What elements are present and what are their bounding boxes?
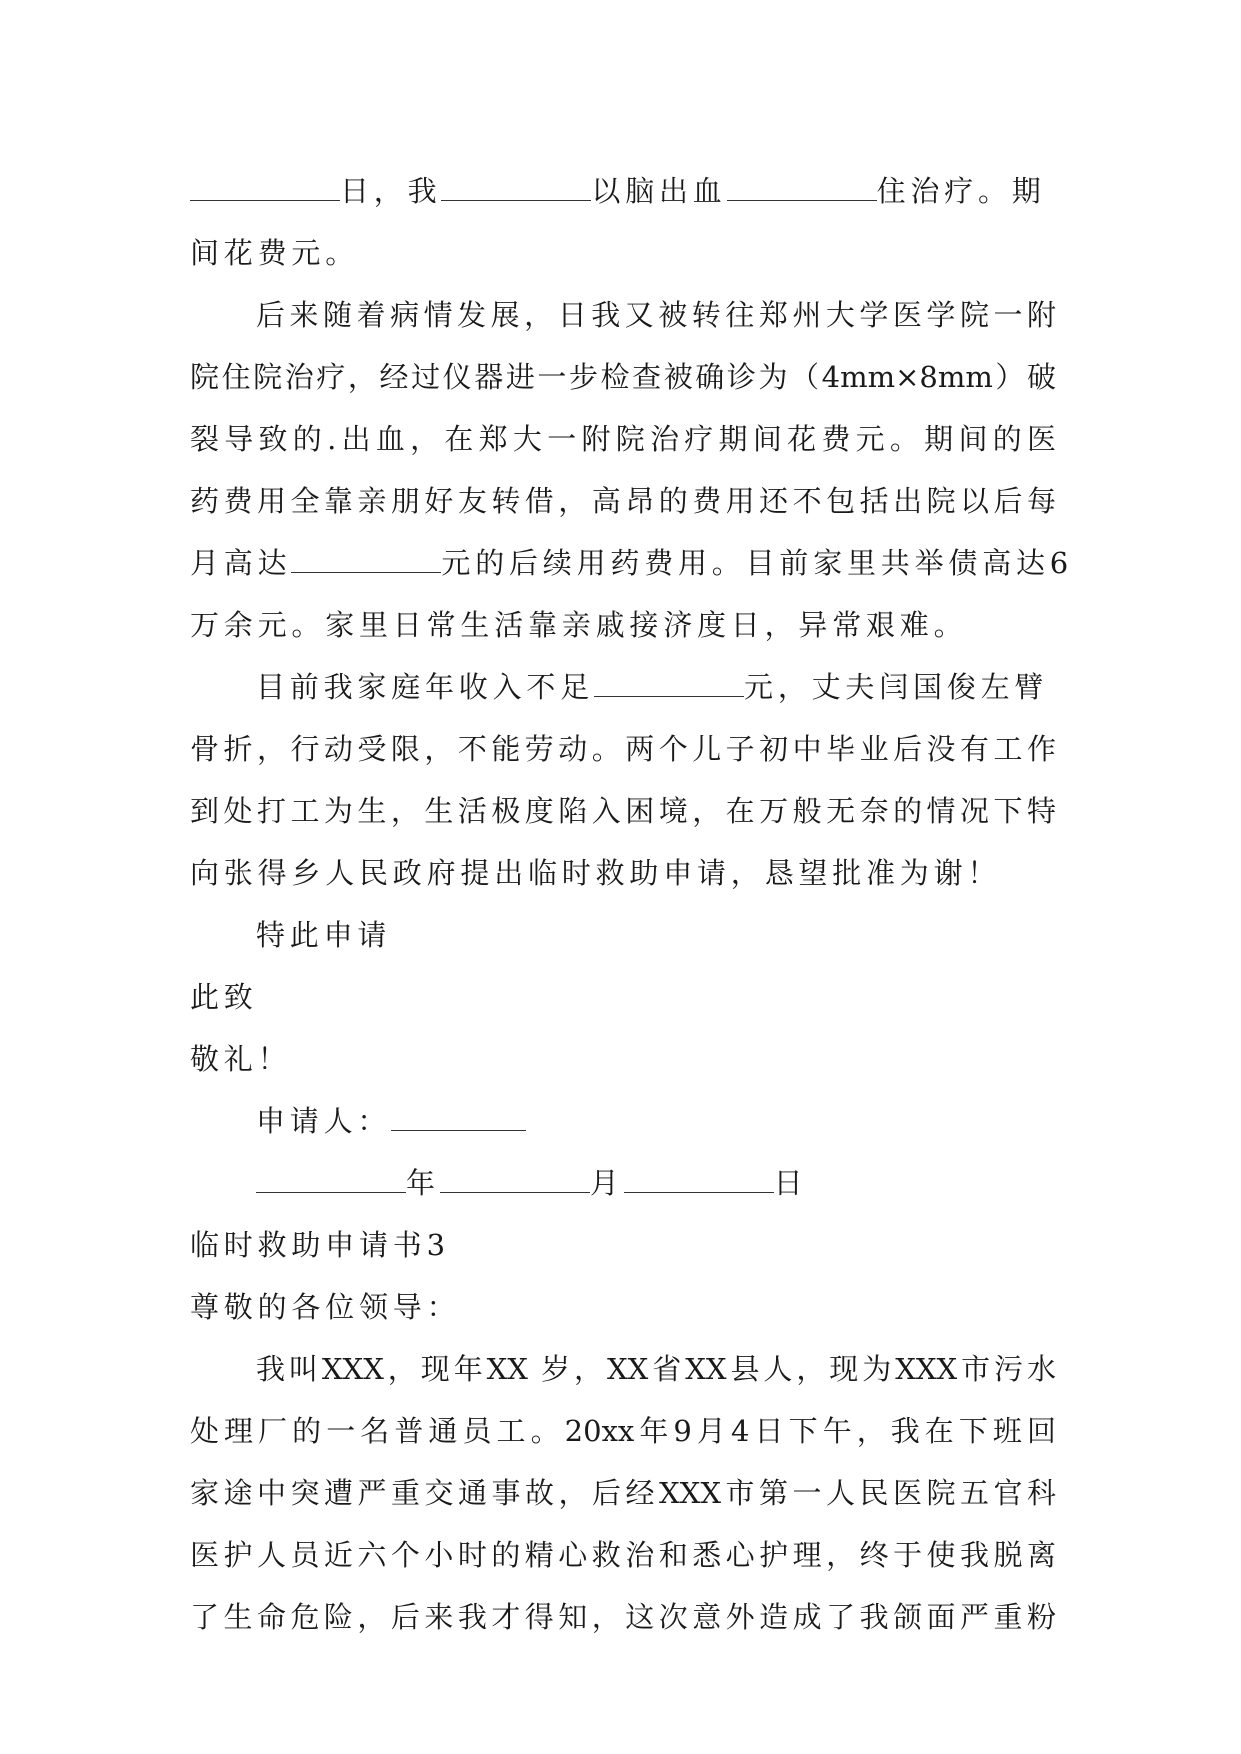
text-segment: 元，丈夫闫国俊左臂	[744, 670, 1049, 704]
year-label: 年	[406, 1166, 440, 1200]
date-line	[190, 1152, 1056, 1214]
year-blank	[256, 1170, 406, 1193]
paragraph-line: 我叫XXX，现年XX 岁，XX省XX县人，现为XXX市污水	[256, 1352, 1056, 1386]
fill-blank	[291, 550, 441, 573]
closing-jingli: 敬礼！	[190, 1042, 292, 1076]
text-segment: 日，我	[340, 174, 442, 208]
text-segment: 月高达	[190, 546, 292, 580]
applicant-label: 申请人：	[256, 1104, 392, 1138]
fill-blank	[441, 178, 591, 201]
paragraph-line: 裂导致的.出血，在郑大一附院治疗期间花费元。期间的医	[190, 422, 1056, 456]
text-segment: 以脑出血	[591, 174, 727, 208]
closing-special: 特此申请	[256, 918, 392, 952]
month-blank	[440, 1170, 590, 1193]
section-title: 临时救助申请书3	[190, 1228, 450, 1262]
closing-cizhi: 此致	[190, 980, 258, 1014]
paragraph-line: 家途中突遭严重交通事故，后经XXX市第一人民医院五官科	[190, 1476, 1056, 1510]
paragraph-line: 医护人员近六个小时的精心救治和悉心护理，终于使我脱离	[190, 1538, 1056, 1572]
paragraph-line: 万余元。家里日常生活靠亲戚接济度日，异常艰难。	[190, 608, 968, 642]
fill-blank	[594, 674, 744, 697]
salutation: 尊敬的各位领导：	[190, 1290, 461, 1324]
paragraph-line: 处理厂的一名普通员工。20xx年9月4日下午，我在下班回	[190, 1414, 1056, 1448]
paragraph-line	[190, 160, 1056, 222]
paragraph-line: 了生命危险，后来我才得知，这次意外造成了我颌面严重粉	[190, 1600, 1056, 1634]
paragraph-line	[190, 656, 1056, 718]
day-label: 日	[773, 1166, 808, 1200]
day-blank	[624, 1170, 774, 1193]
paragraph-line: 向张得乡人民政府提出临时救助申请，恳望批准为谢！	[190, 856, 1002, 890]
applicant-blank	[391, 1108, 526, 1131]
paragraph-line: 院住院治疗，经过仪器进一步检查被确诊为（4mm×8mm）破	[190, 360, 1056, 394]
applicant-line	[190, 1090, 1056, 1152]
paragraph-line: 到处打工为生，生活极度陷入困境，在万般无奈的情况下特	[190, 794, 1056, 828]
paragraph-line: 骨折，行动受限，不能劳动。两个儿子初中毕业后没有工作	[190, 732, 1056, 766]
fill-blank	[190, 178, 340, 201]
paragraph-line	[190, 532, 1074, 594]
text-segment: 目前我家庭年收入不足	[256, 670, 595, 704]
paragraph-line: 药费用全靠亲朋好友转借，高昂的费用还不包括出院以后每	[190, 484, 1056, 518]
paragraph-line: 间花费元。	[190, 236, 360, 270]
text-segment: 元的后续用药费用。目前家里共举债高达6	[441, 546, 1074, 580]
fill-blank	[727, 178, 877, 201]
month-label: 月	[589, 1166, 624, 1200]
document-page	[190, 160, 1074, 1648]
paragraph-line: 后来随着病情发展，日我又被转往郑州大学医学院一附	[256, 298, 1056, 332]
text-segment: 住治疗。期	[876, 174, 1046, 208]
